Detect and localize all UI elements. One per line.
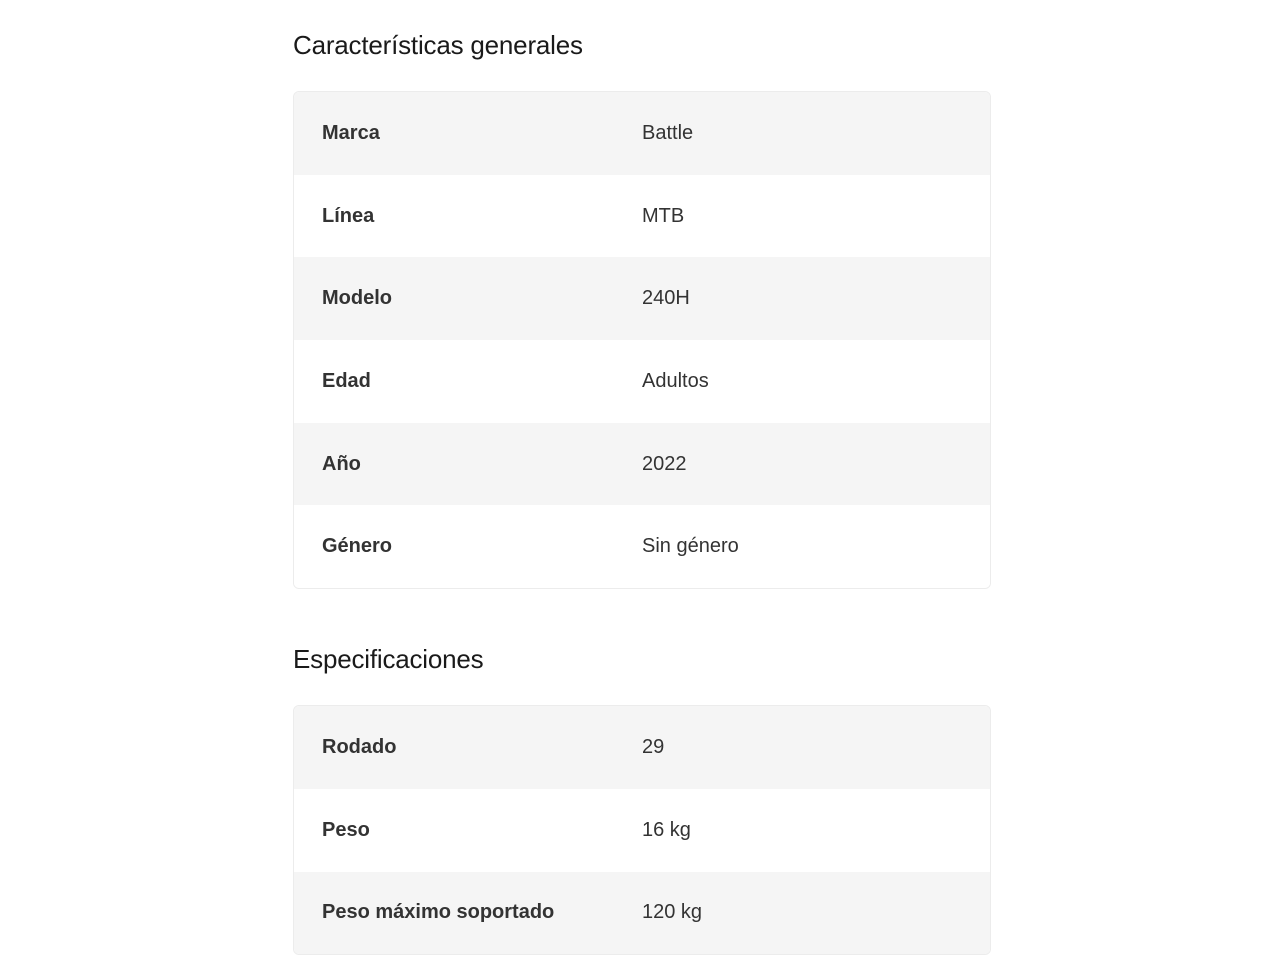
table-row bbox=[294, 505, 990, 588]
product-specs-container bbox=[293, 0, 991, 955]
general-features-title: Características generales bbox=[293, 30, 583, 60]
spec-label: Rodado bbox=[322, 735, 397, 758]
table-row bbox=[294, 423, 990, 506]
spec-label: Marca bbox=[322, 121, 380, 144]
table-row bbox=[294, 175, 990, 258]
spec-label: Peso máximo soportado bbox=[322, 901, 555, 924]
spec-label: Modelo bbox=[322, 287, 392, 310]
spec-label: Peso bbox=[322, 818, 370, 841]
spec-value: MTB bbox=[642, 204, 685, 227]
spec-value: 2022 bbox=[642, 452, 687, 475]
spec-label: Línea bbox=[322, 204, 375, 227]
spec-label: Género bbox=[322, 535, 393, 558]
spec-value: Sin género bbox=[642, 535, 739, 558]
table-row bbox=[294, 872, 990, 955]
spec-value: 240H bbox=[642, 287, 690, 310]
spec-label: Año bbox=[322, 452, 361, 475]
specifications-table bbox=[293, 705, 991, 955]
spec-value: 29 bbox=[642, 735, 665, 758]
spec-value: 120 kg bbox=[642, 901, 703, 924]
spec-value: Battle bbox=[642, 121, 694, 144]
table-row bbox=[294, 340, 990, 423]
table-row bbox=[294, 789, 990, 872]
spec-value: Adultos bbox=[642, 369, 709, 392]
table-row bbox=[294, 92, 990, 175]
spec-value: 16 kg bbox=[642, 818, 691, 841]
table-row bbox=[294, 706, 990, 789]
general-features-table bbox=[293, 91, 991, 589]
spec-label: Edad bbox=[322, 369, 371, 392]
table-row bbox=[294, 257, 990, 340]
specifications-title: Especificaciones bbox=[293, 644, 484, 675]
